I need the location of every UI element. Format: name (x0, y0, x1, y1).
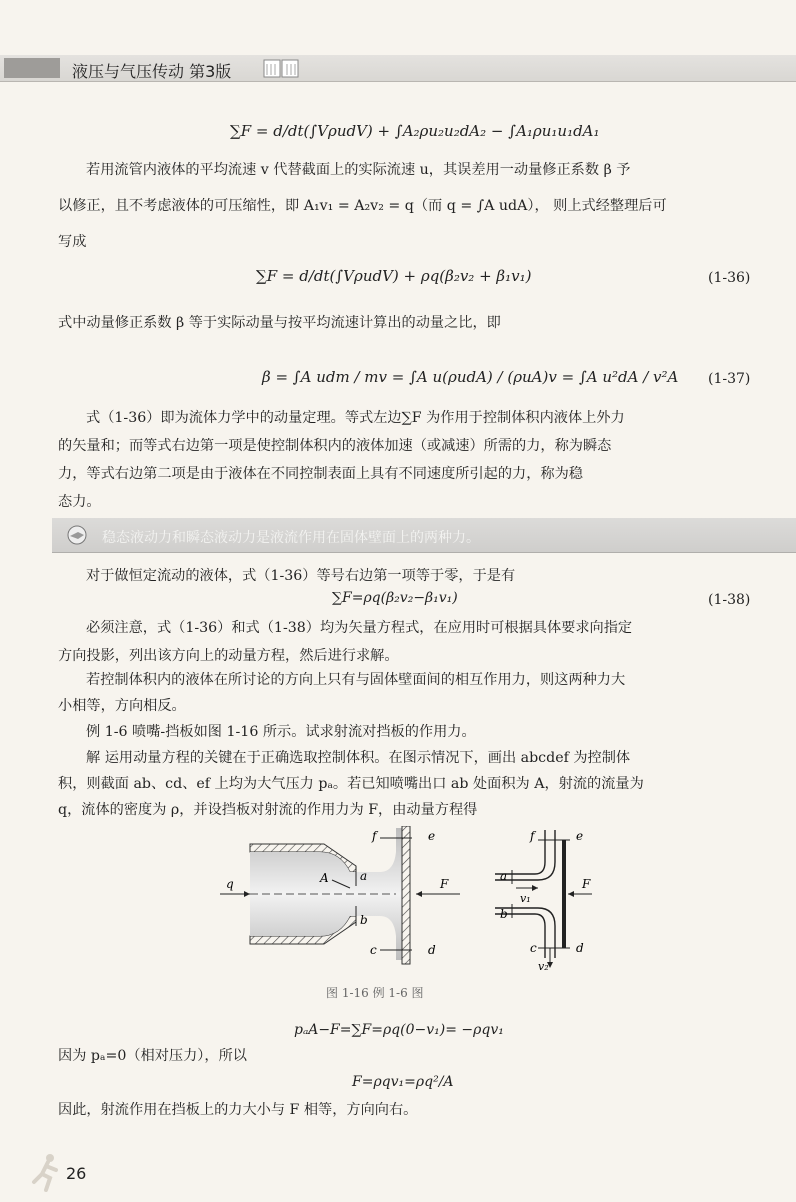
para1-line2: 以修正，且不考虑液体的可压缩性，即 A₁v₁ = A₂v₂ = q（而 q = ∫A udA）， 则上式经整理后可 (58, 198, 667, 214)
running-header-title: 液压与气压传动 第3版 (72, 62, 232, 81)
solution-line1: 解 运用动量方程的关键在于正确选取控制体积。在图示情况下，画出 abcdef 为控制体 (86, 750, 631, 766)
equation-number-1-36: (1-36) (708, 270, 751, 286)
label-e: e (428, 829, 436, 843)
label-f-right: f (530, 829, 535, 843)
para2: 式中动量修正系数 β 等于实际动量与按平均流速计算出的动量之比，即 (58, 315, 501, 331)
label-q: q (226, 877, 234, 891)
runner-icon (28, 1152, 64, 1192)
para3-line4: 态力。 (58, 494, 101, 510)
label-e-right: e (576, 829, 584, 843)
baffle-plate (402, 826, 410, 964)
equation-number-1-37: (1-37) (708, 371, 751, 387)
label-v1: v₁ (520, 892, 531, 905)
label-a: a (360, 869, 368, 883)
label-f: f (372, 829, 377, 843)
para3-line2: 的矢量和；而等式右边第一项是使控制体积内的液体加速（或减速）所需的力，称为瞬态 (58, 438, 612, 454)
figure-caption: 图 1-16 例 1-6 图 (326, 986, 424, 1000)
example-1-6: 例 1-6 喷嘴-挡板如图 1-16 所示。试求射流对挡板的作用力。 (86, 724, 476, 740)
para4: 对于做恒定流动的液体，式（1-36）等号右边第一项等于零，于是有 (86, 568, 516, 584)
note-text: 稳态液动力和瞬态液动力是液流作用在固体壁面上的两种力。 (102, 530, 480, 546)
header-gray-block (4, 58, 60, 78)
equation-number-1-38: (1-38) (708, 592, 751, 608)
label-b: b (360, 913, 368, 927)
label-A: A (320, 871, 329, 885)
para6-line2: 小相等，方向相反。 (58, 698, 186, 714)
para6-line1: 若控制体积内的液体在所讨论的方向上只有与固体壁面间的相互作用力，则这两种力大 (86, 672, 626, 688)
equation-result-1: pₐA−F=∑F=ρq(0−v₁)= −ρqv₁ (294, 1022, 504, 1038)
because-line: 因为 pₐ=0（相对压力），所以 (58, 1048, 247, 1064)
para1-line1: 若用流管内液体的平均流速 v 代替截面上的实际流速 u，其误差用一动量修正系数 β 予 (86, 162, 631, 178)
equation-1-37: β = ∫A udm / mv = ∫A u(ρudA) / (ρuA)v = ∫A u²dA / v²A (262, 368, 679, 386)
label-F-right: F (582, 877, 591, 891)
solution-line2: 积，则截面 ab、cd、ef 上均为大气压力 pₐ。若已知喷嘴出口 ab 处面积为 A，射流的流量为 (58, 776, 644, 792)
pointing-hand-icon (64, 524, 90, 546)
page-number: 26 (66, 1164, 87, 1183)
para3-line3: 力，等式右边第二项是由于液体在不同控制表面上具有不同速度所引起的力，称为稳 (58, 466, 583, 482)
label-d-right: d (576, 941, 584, 955)
equation-top: ∑F = d/dt(∫VρudV) + ∫A₂ρu₂u₂dA₂ − ∫A₁ρu₁u₁dA₁ (230, 122, 600, 140)
para3-line1: 式（1-36）即为流体力学中的动量定理。等式左边∑F 为作用于控制体积内液体上外力 (86, 410, 625, 426)
book-icon (262, 57, 302, 79)
label-c-right: c (530, 941, 537, 955)
solution-line3: q，流体的密度为 ρ，并设挡板对射流的作用力为 F，由动量方程得 (58, 802, 478, 818)
label-d: d (428, 943, 436, 957)
label-a-right: a (500, 869, 508, 883)
equation-1-38: ∑F=ρq(β₂v₂−β₁v₁) (332, 590, 458, 606)
label-b-right: b (500, 907, 508, 921)
conclusion-line: 因此，射流作用在挡板上的力大小与 F 相等，方向向右。 (58, 1102, 418, 1118)
para5-line1: 必须注意，式（1-36）和式（1-38）均为矢量方程式，在应用时可根据具体要求向指定 (86, 620, 633, 636)
label-c: c (370, 943, 377, 957)
para1-line3: 写成 (58, 234, 87, 250)
figure-1-16 (220, 826, 600, 972)
label-v2: v₂ (538, 960, 549, 972)
equation-1-36: ∑F = d/dt(∫VρudV) + ρq(β₂v₂ + β₁v₁) (256, 267, 532, 285)
para5-line2: 方向投影，列出该方向上的动量方程，然后进行求解。 (58, 648, 399, 664)
equation-result-2: F=ρqv₁=ρq²/A (352, 1074, 454, 1090)
label-F: F (440, 877, 449, 891)
